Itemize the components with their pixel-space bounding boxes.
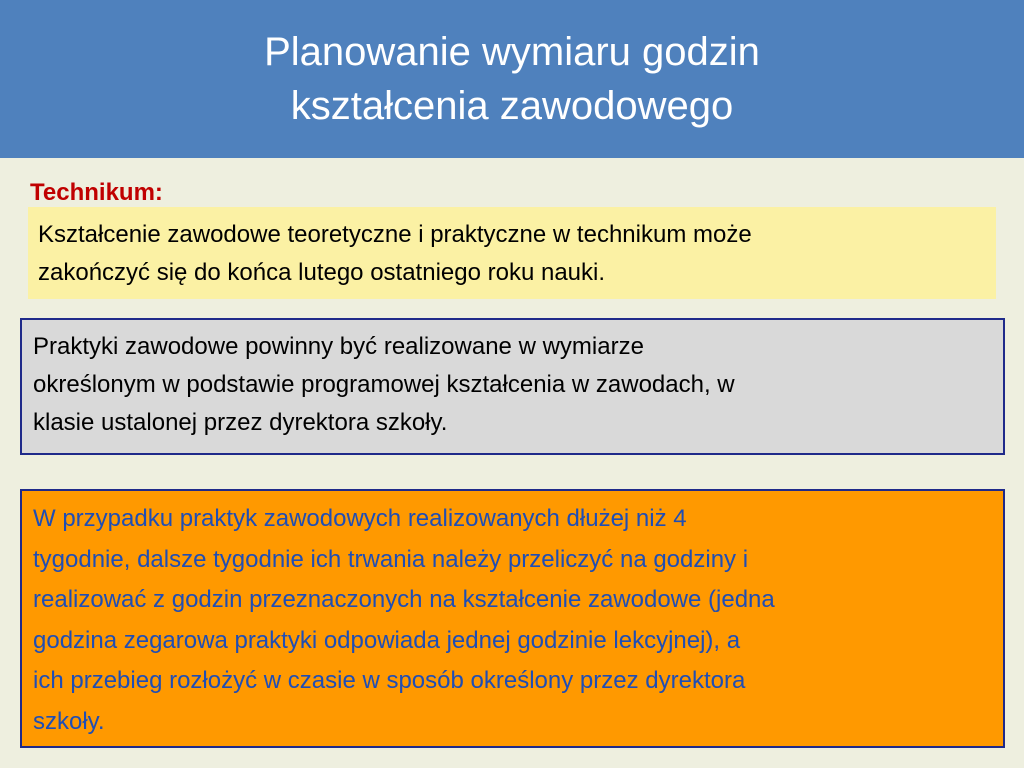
technikum-info-box (28, 207, 996, 299)
praktyki-hours-line-4: godzina zegarowa praktyki odpowiada jednej godzinie lekcyjnej), a (33, 626, 741, 654)
praktyki-hours-line-6: szkoły. (33, 707, 105, 735)
section-label-technikum: Technikum: (30, 179, 163, 206)
title-line-2: kształcenia zawodowego (290, 84, 734, 128)
praktyki-info-box (20, 318, 1005, 455)
praktyki-hours-line-3: realizować z godzin przeznaczonych na kształcenie zawodowe (jedna (33, 586, 775, 613)
technikum-info-line-1: Kształcenie zawodowe teoretyczne i praktyczne w technikum może (38, 221, 752, 248)
praktyki-hours-box (20, 489, 1005, 748)
praktyki-hours-line-1: W przypadku praktyk zawodowych realizowanych dłużej niż 4 (33, 505, 687, 532)
technikum-info-line-2: zakończyć się do końca lutego ostatniego roku nauki. (38, 259, 606, 286)
praktyki-info-line-2: określonym w podstawie programowej kształcenia w zawodach, w (33, 371, 735, 398)
praktyki-info-line-3: klasie ustalonej przez dyrektora szkoły. (33, 409, 448, 436)
praktyki-hours-line-5: ich przebieg rozłożyć w czasie w sposób określony przez dyrektora (33, 667, 746, 694)
praktyki-info-line-1: Praktyki zawodowe powinny być realizowane w wymiarze (33, 333, 644, 360)
praktyki-hours-line-2: tygodnie, dalsze tygodnie ich trwania należy przeliczyć na godziny i (33, 545, 749, 573)
title-line-1: Planowanie wymiaru godzin (264, 30, 760, 74)
title-bar (0, 0, 1024, 158)
